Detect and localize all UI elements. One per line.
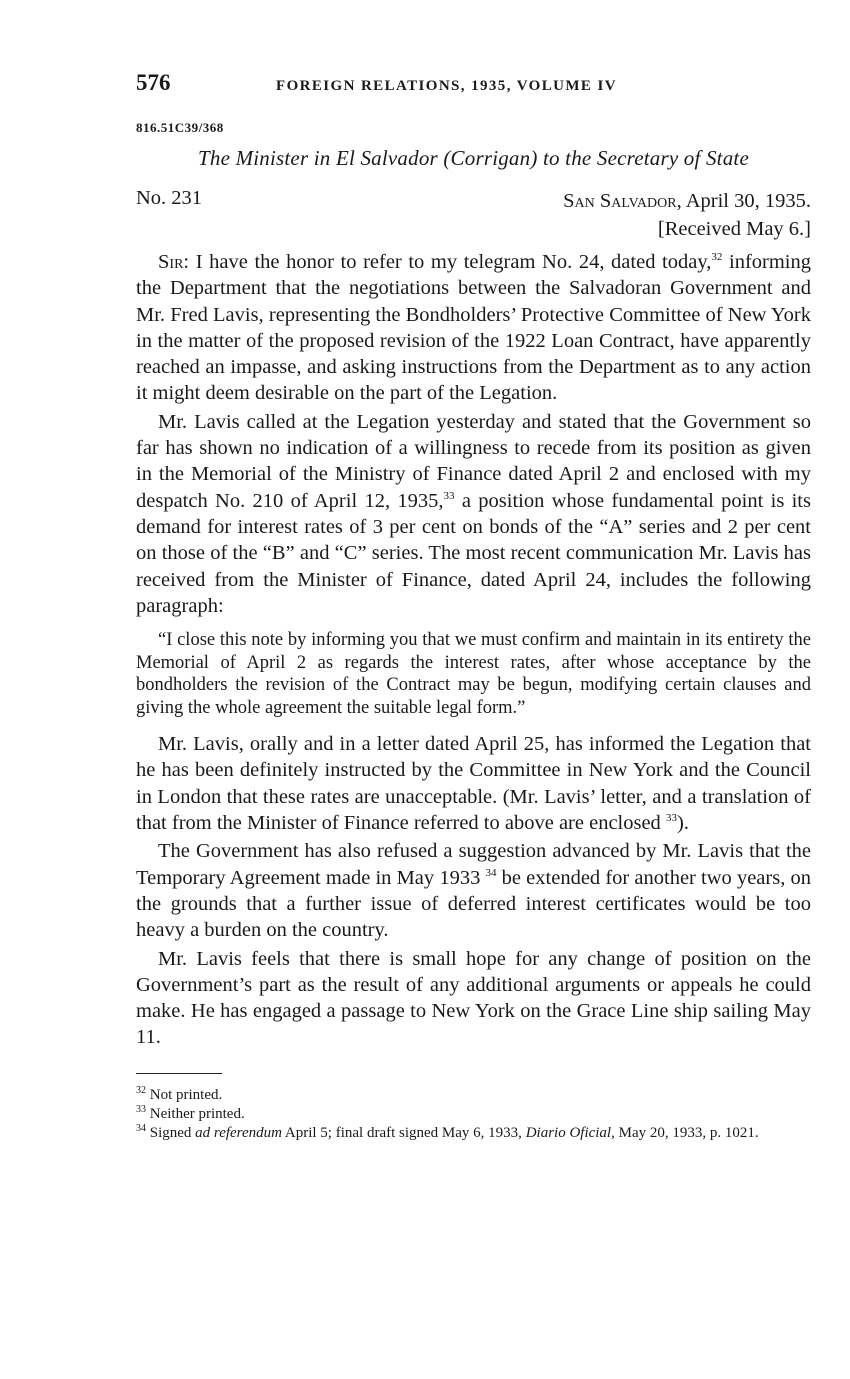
footnote-number: 33 bbox=[136, 1103, 146, 1115]
paragraph-1-text-b: informing the Department that the negotiations between the Salvadoran Government and Mr. Fred Lavis, representing the Bondholders’ Protective Committee of New York in the matter of the proposed revision of the 1922 Loan Contract, have apparently reached an impasse, and asking instructions from the Department as to any action it might deem desirable on the part of the Legation. bbox=[136, 251, 811, 405]
footnote-ref-33-b: 33 bbox=[665, 812, 677, 825]
paragraph-2-text-b: a position whose fundamental point is its demand for interest rates of 3 per cent on bonds of the “A” series and 2 per cent on those of the “B” and “C” series. The most recent communication Mr. Lavis has received from the Minister of Finance, dated April 24, includes the following paragraph: bbox=[136, 489, 811, 617]
footnote-text: Not printed. bbox=[149, 1086, 223, 1103]
footnote-rule bbox=[136, 1073, 222, 1074]
footnote-33 bbox=[136, 1105, 811, 1124]
paragraph-4-text-a: The Government has also refused a suggestion advanced by Mr. Lavis that the Temporary Agreement made in May 1933 bbox=[136, 840, 811, 889]
page-header bbox=[136, 70, 811, 108]
footnote-ref-34: 34 bbox=[485, 866, 497, 879]
dispatch-place: San Salvador bbox=[563, 190, 677, 212]
footnotes bbox=[136, 1086, 811, 1143]
dispatch-number: No. 231 bbox=[136, 187, 203, 209]
received-date: [Received May 6.] bbox=[657, 218, 811, 240]
footnote-italic: ad referendum bbox=[195, 1124, 282, 1141]
paragraph-2-text-a: Mr. Lavis called at the Legation yesterday and stated that the Government so far has shown no indication of a willingness to recede from its position as given in the Memorial of the Ministry of Finance dated April 2 and enclosed with my despatch No. 210 of April 12, 1935, bbox=[136, 410, 811, 512]
block-quote: “I close this note by informing you that we must confirm and maintain in its entirety the Memorial of April 2 as regards the interest rates, after whose acceptance by the bondholders the revision of the Contract may be begun, modifying certain clauses and giving the whole agreement the suitable legal form.” bbox=[136, 630, 811, 718]
document-page bbox=[136, 70, 811, 1143]
paragraph-1-text-a: : I have the honor to refer to my telegram No. 24, dated today, bbox=[183, 251, 712, 273]
file-number: 816.51C39/368 bbox=[136, 120, 224, 135]
paragraph-5: Mr. Lavis feels that there is small hope for any change of position on the Government’s part as the result of any additional arguments or appeals he could make. He has engaged a passage to New York on the Grace Line ship sailing May 11. bbox=[136, 947, 811, 1049]
footnote-italic: Diario Oficial, bbox=[525, 1124, 615, 1141]
paragraph-4-text-b: be extended for another two years, on the grounds that a further issue of deferred interest certificates would be too heavy a burden on the country. bbox=[136, 866, 812, 942]
footnote-text: May 20, 1933, p. 1021. bbox=[614, 1124, 759, 1141]
document-title: The Minister in El Salvador (Corrigan) to the Secretary of State bbox=[198, 146, 749, 170]
page-number: 576 bbox=[136, 70, 171, 95]
paragraph-3-text-b: ). bbox=[676, 812, 689, 835]
footnote-ref-32: 32 bbox=[711, 251, 723, 264]
salutation: Sir bbox=[158, 251, 184, 273]
footnote-text: Signed bbox=[149, 1124, 196, 1141]
paragraph-4 bbox=[136, 838, 811, 943]
dispatch-meta bbox=[136, 187, 811, 243]
paragraph-2 bbox=[136, 409, 811, 619]
dispatch-dateline bbox=[563, 187, 811, 243]
paragraph-3 bbox=[136, 731, 811, 836]
letter-body bbox=[136, 249, 811, 1051]
footnote-number: 32 bbox=[136, 1084, 146, 1096]
footnote-number: 34 bbox=[136, 1122, 146, 1134]
footnote-32 bbox=[136, 1086, 811, 1105]
paragraph-1 bbox=[136, 249, 811, 407]
footnote-34 bbox=[136, 1124, 811, 1143]
dispatch-date: , April 30, 1935. bbox=[676, 190, 811, 212]
running-title: FOREIGN RELATIONS, 1935, VOLUME IV bbox=[276, 78, 617, 94]
footnote-text: Neither printed. bbox=[149, 1105, 245, 1122]
footnote-ref-33: 33 bbox=[443, 489, 455, 502]
paragraph-3-text-a: Mr. Lavis, orally and in a letter dated April 25, has informed the Legation that he has been definitely instructed by the Committee in New York and the Council in London that these rates are unacceptable. (Mr. Lavis’ letter, and a translation of that from the Minister of Finance referred to above are enclosed bbox=[136, 733, 811, 835]
footnote-text: April 5; final draft signed May 6, 1933, bbox=[281, 1124, 526, 1141]
